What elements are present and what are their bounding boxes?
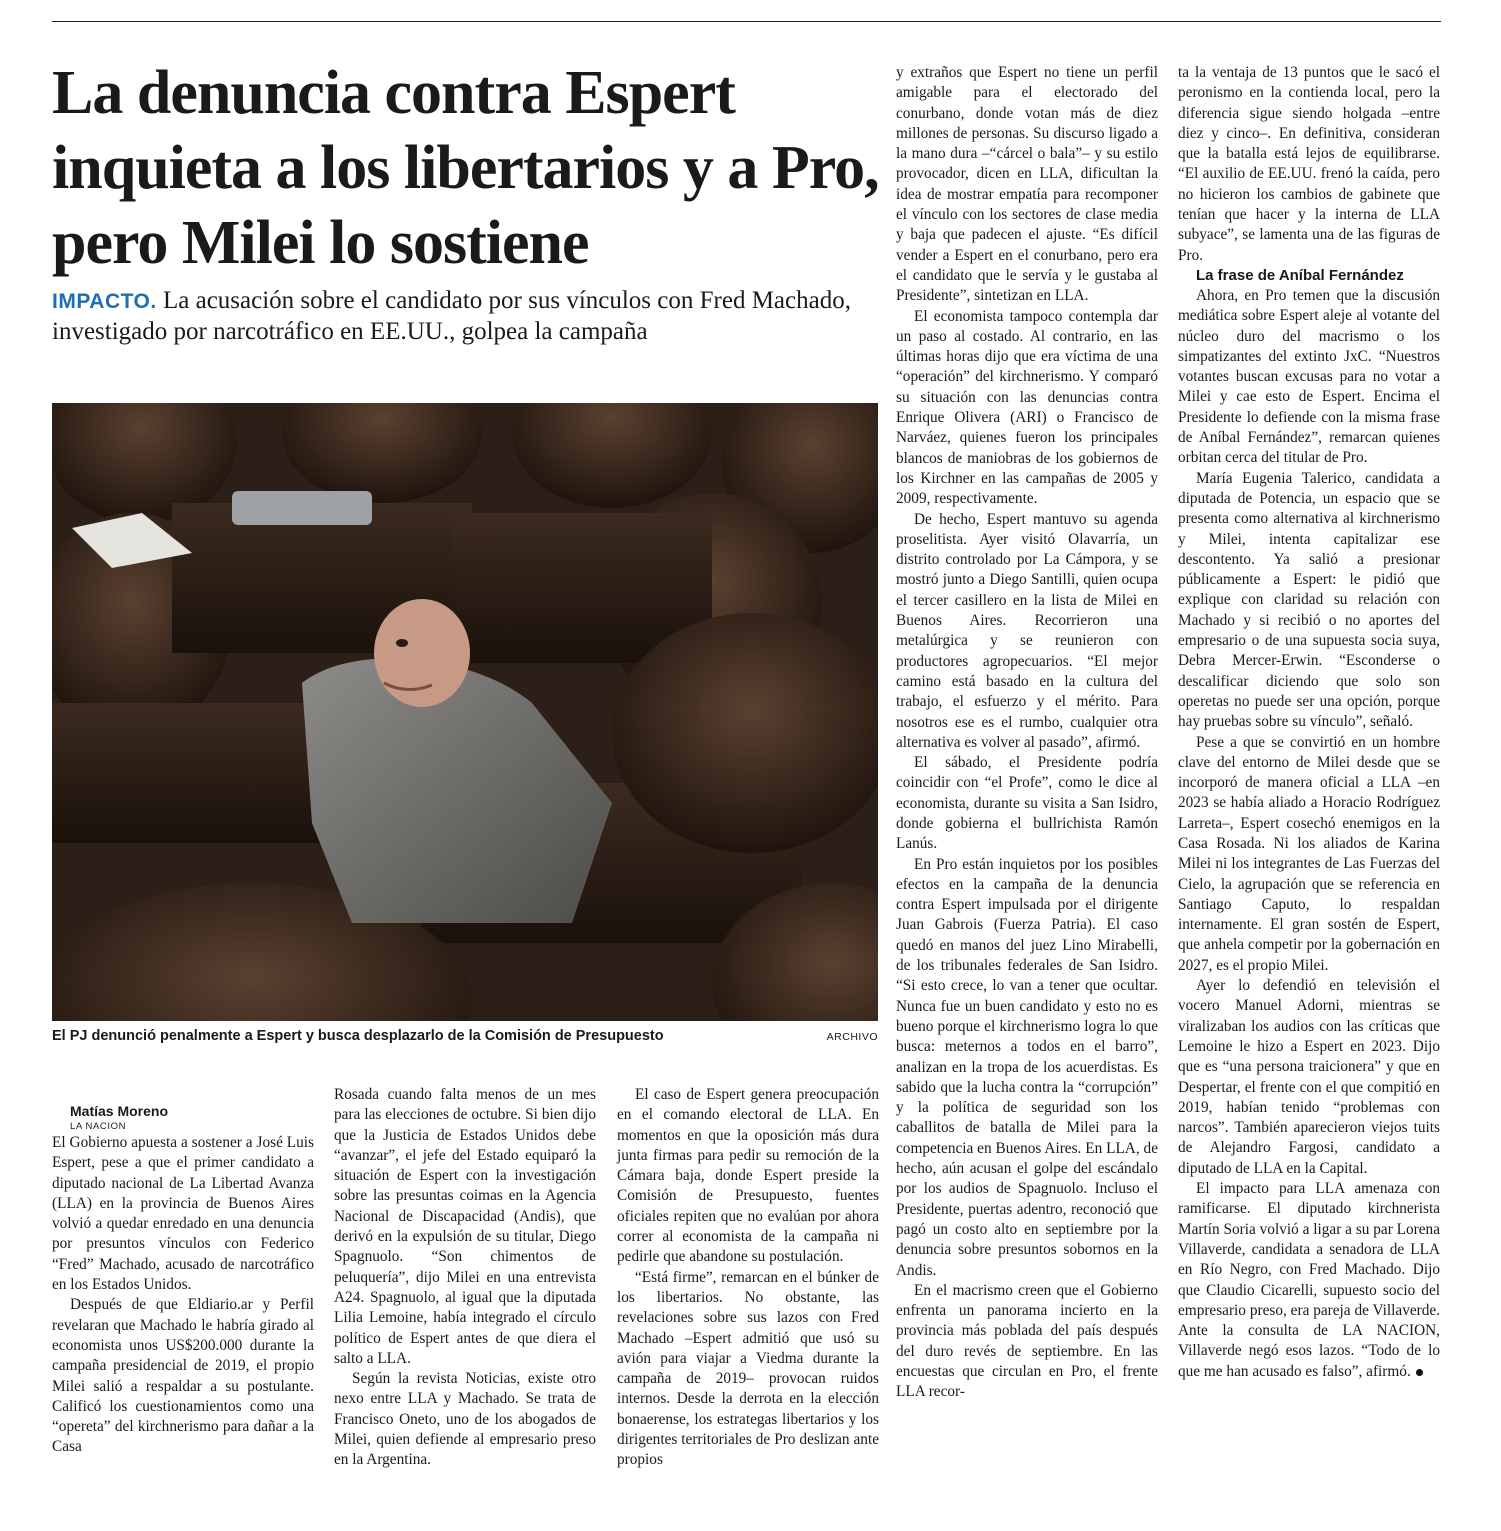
- paragraph: Pese a que se convirtió en un hombre clave del entorno de Milei desde que se incorporó de manera oficial a LLA –en 2023 se había aliado a Horacio Rodríguez Larreta–, Espert cosechó enemigos en la Casa Rosada. Ni los aliados de Karina Milei ni los integrantes de Las Fuerzas del Cielo, la agrupación que se referencia en Santiago Caputo, lo respaldan internamente. El gran sostén de Espert, que anhela competir por la gobernación en 2027, es el propio Milei.: [1178, 733, 1440, 974]
- paragraph: Según la revista Noticias, existe otro nexo entre LLA y Machado. Se trata de Francisco Oneto, uno de los abogados de Milei, quien defiende al empresario preso en la Argentina.: [334, 1370, 596, 1469]
- paragraph: El Gobierno apuesta a sostener a José Luis Espert, pese a que el primer candidato a diputado nacional de La Libertad Avanza (LLA) en la provincia de Buenos Aires volvió a quedar enredado en una denuncia por presuntos vínculos con Federico “Fred” Machado, acusado de narcotráfico en los Estados Unidos.: [52, 1134, 314, 1294]
- paragraph-text: El impacto para LLA amenaza con ramificarse. El diputado kirchnerista Martín Soria volvió a ligar a su par Lorena Villaverde, candidata a senadora de LLA en Río Negro, con Fred Machado. Dijo que Claudio Cicarelli, supuesto socio del empresario preso, era pareja de Villaverde. Ante la consulta de LA NACION, Villaverde negó esos lazos. “Todo de lo que me han acusado es falso”, afirmó.: [1178, 1180, 1440, 1380]
- parliament-photo-illustration: [52, 403, 878, 1021]
- paragraph: ta la ventaja de 13 puntos que le sacó el peronismo en la contienda local, pero la diferencia sigue siendo holgada –entre diez y cinco–. En definitiva, consideran que la batalla está lejos de equilibrarse. “El auxilio de EE.UU. frenó la caída, pero no hicieron los cambios de gabinete que tenían que hacer y la interna de LLA subyace”, se lamenta una de las figuras de Pro.: [1178, 64, 1440, 264]
- paragraph: Ahora, en Pro temen que la discusión mediática sobre Espert aleje al votante del núcleo duro del macrismo o los simpatizantes del extinto JxC. “Nuestros votantes buscan excusas para no votar a Milei y cae esto de Espert. Encima el Presidente lo defiende con la misma frase de Aníbal Fernández”, remarcan quienes orbitan cerca del titular de Pro.: [1178, 286, 1440, 467]
- byline-outlet: LA NACION: [70, 1121, 127, 1132]
- top-rule: [52, 21, 1441, 22]
- paragraph: El economista tampoco contempla dar un paso al costado. Al contrario, en las últimas horas dijo que era víctima de una “operación” del kirchnerismo. Y comparó su situación con las denuncias contra Enrique Olivera (ARI) o Francisco de Narváez, quienes fueron los principales blancos de maniobras de los gobiernos de los Kirchner en las campañas de 2005 y 2009, respectivamente.: [896, 307, 1158, 508]
- deck-text: La acusación sobre el candidato por sus vínculos con Fred Machado, investigado por narcotráfico en EE.UU., golpea la campaña: [52, 287, 851, 345]
- paragraph: “Está firme”, remarcan en el búnker de los libertarios. No obstante, las revelaciones sobre sus lazos con Fred Machado –Espert admitió que usó su avión para viajar a Viedma durante la campaña de 2019– provocan ruidos internos. Desde la derrota en la elección bonaerense, los estrategas libertarios y los dirigentes territoriales de Pro deslizan ante propios: [617, 1268, 879, 1469]
- article-column-1: [52, 1102, 314, 1458]
- subheading: La frase de Aníbal Fernández: [1196, 266, 1404, 284]
- article-column-2: [334, 1085, 596, 1471]
- paragraph: El caso de Espert genera preocupación en el comando electoral de LLA. En momentos en que la oposición más dura junta firmas para pedir su remoción de la Cámara baja, donde Espert preside la Comisión de Presupuesto, fuentes oficiales repiten que no evalúan por ahora correr al economista de la campaña ni pedirle que abandone su postulación.: [617, 1086, 879, 1266]
- paragraph: Después de que Eldiario.ar y Perfil revelaran que Machado le habría girado al economista unos US$200.000 durante la campaña presidencial de 2019, el propio Milei salió a respaldar a su postulante. Calificó los cuestionamientos como una “opereta” del kirchnerismo para dañar a la Casa: [52, 1296, 314, 1456]
- paragraph: María Eugenia Talerico, candidata a diputada de Potencia, un espacio que se presenta como alternativa al kirchnerismo y Milei, intenta capitalizar ese descontento. Ya salió a presionar públicamente a Espert: le pidió que explique con claridad su relación con Machado y si recibió o no aportes del empresario o de una supuesta socia suya, Debra Mercer-Erwin. “Esconderse o descalificar diciendo que solo son operetas no puede ser una opción, porque hay pruebas sobre su vínculo”, señaló.: [1178, 469, 1440, 731]
- paragraph: Rosada cuando falta menos de un mes para las elecciones de octubre. Si bien dijo que la Justicia de Estados Unidos debe “avanzar”, el jefe del Estado equiparó la situación de Espert con la investigación sobre las presuntas coimas en la Agencia Nacional de Discapacidad (Andis), que derivó en la expulsión de su titular, Diego Spagnuolo. “Son chimentos de peluquería”, dijo Milei en una entrevista A24. Spagnuolo, al igual que la diputada Lilia Lemoine, había integrado el círculo político de Espert antes de que diera el salto a LLA.: [334, 1086, 596, 1367]
- byline-author: Matías Moreno: [70, 1103, 169, 1119]
- paragraph: En el macrismo creen que el Gobierno enfrenta un panorama incierto en la provincia más poblada del país después del duro revés de septiembre. En las encuestas que circulan en Pro, el frente LLA recor-: [896, 1281, 1158, 1401]
- news-photo: [52, 403, 878, 1021]
- article-column-3: [617, 1085, 879, 1471]
- photo-caption: El PJ denunció penalmente a Espert y busca desplazarlo de la Comisión de Presupuesto: [52, 1028, 664, 1044]
- photo-credit: ARCHIVO: [826, 1031, 878, 1043]
- paragraph: De hecho, Espert mantuvo su agenda proselitista. Ayer visitó Olavarría, un distrito controlado por La Cámpora, y se mostró junto a Diego Santilli, quien ocupa el tercer casillero en la lista de Milei en Buenos Aires. Recorrieron una metalúrgica y se reunieron con productores agropecuarios. “El mejor camino está basado en la cultura del trabajo, el esfuerzo y el mérito. Para nosotros ese es el rumbo, cualquier otra alternativa es volver al pasado”, afirmó.: [896, 510, 1158, 751]
- paragraph: y extraños que Espert no tiene un perfil amigable para el electorado del conurbano, donde votan más de diez millones de personas. Su discurso ligado a la mano dura –“cárcel o bala”– y su estilo provocador, dicen en LLA, dificultan la idea de mostrar empatía para recomponer el vínculo con los sectores de clase media y baja que padecen el ajuste. “Es difícil vender a Espert en el conurbano, pero era el candidato que le servía y le gustaba al Presidente”, sintetizan en LLA.: [896, 64, 1158, 305]
- paragraph: Ayer lo defendió en televisión el vocero Manuel Adorni, mientras se viralizaban los audios con las críticas que Lemoine le hizo a Espert en 2023. Dijo que es “una persona traicionera” y que en Despertar, el frente con el que compitió en 2019, habían tenido “problemas con narcos”. También aparecieron viejos tuits de Alejandro Fargosi, candidato a diputado de LLA en la Capital.: [1178, 977, 1440, 1177]
- last-paragraph: [1178, 1179, 1440, 1382]
- paragraph: El sábado, el Presidente podría coincidir con “el Profe”, como le dice al economista, durante su visita a San Isidro, donde gobierna el bullrichista Ramón Lanús.: [896, 754, 1158, 853]
- paragraph: En Pro están inquietos por los posibles efectos en la campaña de la denuncia contra Espert impulsada por el dirigente Juan Gabrois (Fuerza Patria). El caso quedó en manos del juez Lino Mirabelli, de los tribunales federales de San Isidro. “Si esto crece, lo van a tener que ocultar. Nunca fue un buen candidato y esto no es bueno porque el kirchnerismo logra lo que busca: meternos a todos en el barro”, analizan en la tropa de los acuerdistas. Es sabido que la lucha contra la “corrupción” y la política de seguridad son los caballitos de batalla de Milei para la competencia en Buenos Aires. En LLA, de hecho, aún acusan el golpe del escándalo por los audios de Spagnuolo. Incluso el Presidente, puertas adentro, reconoció que pagó un costo alto en septiembre por la denuncia sobre presuntos sobornos en la Andis.: [896, 855, 1158, 1279]
- article-column-4: [896, 63, 1158, 1403]
- deck-kicker: IMPACTO.: [52, 290, 157, 313]
- headline: La denuncia contra Espert inquieta a los libertarios y a Pro, pero Milei lo sostiene: [52, 59, 879, 277]
- deck: [52, 286, 887, 347]
- article-column-5: [1178, 63, 1440, 1382]
- end-mark-icon: [1416, 1369, 1423, 1376]
